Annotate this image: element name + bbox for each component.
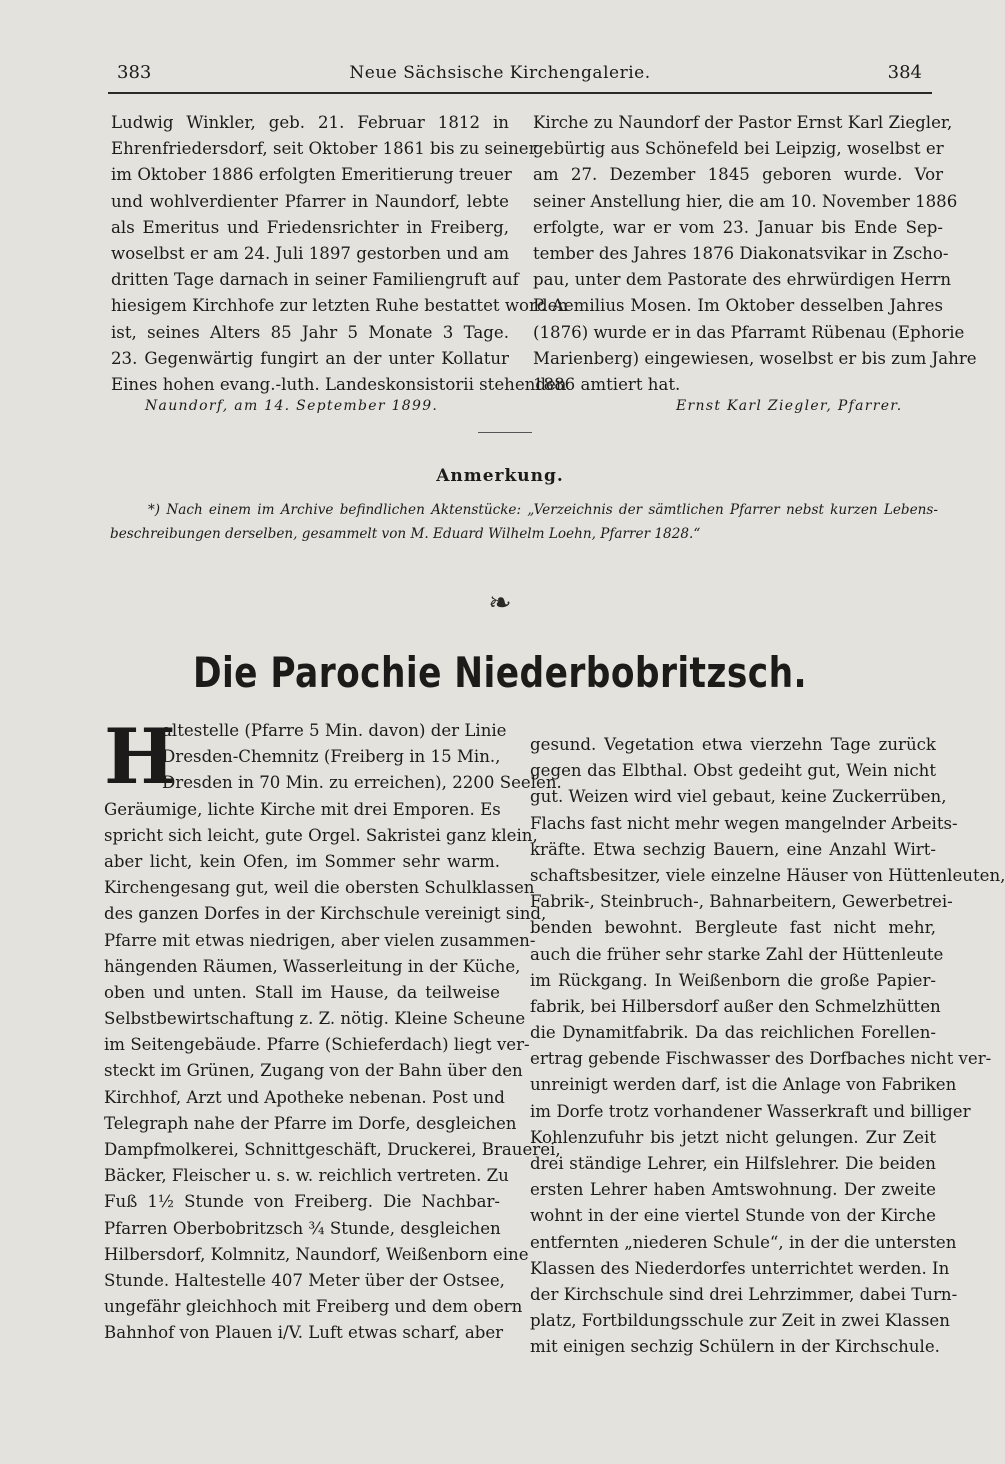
article-line: Bahnhof von Plauen i/V. Luft etwas scharf, aber xyxy=(104,1323,504,1343)
annotation-heading: Anmerkung. xyxy=(436,466,564,486)
article-left-wrapper xyxy=(104,712,562,1358)
top-right-column xyxy=(533,110,977,398)
article-line: kräfte. Etwa sechzig Bauern, eine Anzahl Wirt- xyxy=(530,839,936,859)
article-line: Flachs fast nicht mehr wegen mangelnder Arbeits- xyxy=(530,813,958,833)
article-line: Kohlenzufuhr bis jetzt nicht gelungen. Zur Zeit xyxy=(530,1127,936,1147)
text-line: seiner Anstellung hier, die am 10. November 1886 xyxy=(533,191,958,211)
text-line: pau, unter dem Pastorate des ehrwürdigen Herrn xyxy=(533,270,952,290)
article-line: altestelle (Pfarre 5 Min. davon) der Linie xyxy=(162,721,507,740)
article-line: aber licht, kein Ofen, im Sommer sehr warm. xyxy=(104,851,500,871)
text-line: Ehrenfriedersdorf, seit Oktober 1861 bis zu seiner xyxy=(111,139,537,159)
text-line: gebürtig aus Schönefeld bei Leipzig, woselbst er xyxy=(533,139,944,159)
text-line: 23. Gegenwärtig fungirt an der unter Kollatur xyxy=(111,348,509,368)
article-line: Stunde. Haltestelle 407 Meter über der Ostsee, xyxy=(104,1270,505,1290)
article-line: Selbstbewirtschaftung z. Z. nötig. Kleine Scheune xyxy=(104,1009,526,1029)
text-line: tember des Jahres 1876 Diakonatsvikar in Zscho- xyxy=(533,243,949,263)
article-line: unreinigt werden darf, ist die Anlage von Fabriken xyxy=(530,1075,957,1095)
article-line: Dresden-Chemnitz (Freiberg in 15 Min., xyxy=(162,747,501,767)
article-line: drei ständige Lehrer, ein Hilfslehrer. Die beiden xyxy=(530,1154,936,1173)
article-line: ersten Lehrer haben Amtswohnung. Der zweite xyxy=(530,1180,936,1200)
article-line: der Kirchschule sind drei Lehrzimmer, dabei Turn- xyxy=(530,1284,958,1304)
article-line: schaftsbesitzer, viele einzelne Häuser von Hüttenleuten, xyxy=(530,865,1005,885)
text-line: hiesigem Kirchhofe zur letzten Ruhe bestattet worden xyxy=(111,296,569,316)
section-divider xyxy=(478,432,532,433)
article-line: im Rückgang. In Weißenborn die große Papier- xyxy=(530,970,936,990)
article-line: die Dynamitfabrik. Da das reichlichen Forellen- xyxy=(530,1023,936,1043)
text-line: und wohlverdienter Pfarrer in Naundorf, lebte xyxy=(111,191,509,211)
article-line: benden bewohnt. Bergleute fast nicht mehr, xyxy=(530,918,936,938)
article-line: wohnt in der eine viertel Stunde von der Kirche xyxy=(530,1206,936,1226)
article-line: steckt im Grünen, Zugang von der Bahn über den xyxy=(104,1061,523,1081)
annotation-text xyxy=(110,498,938,546)
signature-right: Ernst Karl Ziegler, Pfarrer. xyxy=(676,398,903,414)
top-left-column xyxy=(111,110,569,398)
article-line: im Dorfe trotz vorhandener Wasserkraft und billiger xyxy=(530,1101,971,1121)
article-line: Bäcker, Fleischer u. s. w. reichlich vertreten. Zu xyxy=(104,1166,509,1186)
article-line: Klassen des Niederdorfes unterrichtet werden. In xyxy=(530,1258,950,1278)
annotation-line: beschreibungen derselben, gesammelt von M. Eduard Wilhelm Loehn, Pfarrer 1828.“ xyxy=(110,526,701,542)
article-line: Hilbersdorf, Kolmnitz, Naundorf, Weißenborn eine xyxy=(104,1244,529,1264)
article-line: Kirchengesang gut, weil die obersten Schulklassen xyxy=(104,878,535,898)
article-line: platz, Fortbildungsschule zur Zeit in zwei Klassen xyxy=(530,1311,950,1331)
article-line: gut. Weizen wird viel gebaut, keine Zuckerrüben, xyxy=(530,787,947,807)
running-title: Neue Sächsische Kirchengalerie. xyxy=(349,63,651,83)
article-line: gesund. Vegetation etwa vierzehn Tage zurück xyxy=(530,735,936,754)
article-line: Pfarre mit etwas niedrigen, aber vielen zusammen- xyxy=(104,930,536,950)
text-line: im Oktober 1886 erfolgten Emeritierung treuer xyxy=(111,165,512,185)
article-line: Dresden in 70 Min. zu erreichen), 2200 Seelen. xyxy=(162,773,562,793)
text-line: ist, seines Alters 85 Jahr 5 Monate 3 Tage. xyxy=(111,322,509,342)
text-line: Eines hohen evang.-luth. Landeskonsistorii stehenden xyxy=(111,374,567,394)
article-line: fabrik, bei Hilbersdorf außer den Schmelzhütten xyxy=(530,996,941,1016)
article-line: Kirchhof, Arzt und Apotheke nebenan. Post und xyxy=(104,1087,505,1107)
text-line: am 27. Dezember 1845 geboren wurde. Vor xyxy=(533,165,943,185)
article-headline: Die Parochie Niederbobritzsch. xyxy=(192,648,808,697)
article-line: im Seitengebäude. Pfarre (Schieferdach) liegt ver- xyxy=(104,1035,530,1055)
text-line: woselbst er am 24. Juli 1897 gestorben und am xyxy=(111,243,510,263)
dropcap: H xyxy=(104,712,176,801)
article-line: entfernten „niederen Schule“, in der die untersten xyxy=(530,1232,957,1252)
article-line: auch die früher sehr starke Zahl der Hüttenleute xyxy=(530,944,944,964)
signature-left: Naundorf, am 14. September 1899. xyxy=(145,398,439,414)
article-line: ungefähr gleichhoch mit Freiberg und dem obern xyxy=(104,1297,523,1317)
article-line: Telegraph nahe der Pfarre im Dorfe, desgleichen xyxy=(104,1113,517,1133)
article-line: des ganzen Dorfes in der Kirchschule vereinigt sind, xyxy=(104,904,547,924)
text-line: P. Aemilius Mosen. Im Oktober desselben Jahres xyxy=(533,296,943,316)
text-line: dritten Tage darnach in seiner Familiengruft auf xyxy=(111,270,519,290)
article-line: spricht sich leicht, gute Orgel. Sakristei ganz klein, xyxy=(104,825,538,845)
text-line: als Emeritus und Friedensrichter in Freiberg, xyxy=(111,217,509,237)
article-line: oben und unten. Stall im Hause, da teilweise xyxy=(104,982,500,1002)
page-number-left: 383 xyxy=(117,62,152,83)
article-right-column xyxy=(530,732,1005,1361)
article-line: Fuß 1½ Stunde von Freiberg. Die Nachbar- xyxy=(104,1192,500,1212)
page-number-right: 384 xyxy=(887,62,922,83)
header-rule xyxy=(108,92,932,94)
article-line: Fabrik-, Steinbruch-, Bahnarbeitern, Gewerbetrei- xyxy=(530,892,953,912)
article-line: Geräumige, lichte Kirche mit drei Emporen. Es xyxy=(104,799,501,819)
text-line: Kirche zu Naundorf der Pastor Ernst Karl Ziegler, xyxy=(533,113,953,132)
article-line: mit einigen sechzig Schülern in der Kirchschule. xyxy=(530,1337,940,1357)
ornament-icon: ❧ xyxy=(488,586,512,619)
text-line: erfolgte, war er vom 23. Januar bis Ende Sep- xyxy=(533,217,943,237)
text-line: Ludwig Winkler, geb. 21. Februar 1812 in xyxy=(111,113,509,132)
article-line: hängenden Räumen, Wasserleitung in der Küche, xyxy=(104,956,521,976)
text-line: 1886 amtiert hat. xyxy=(533,374,681,394)
article-left-column xyxy=(104,712,562,1347)
text-line: Marienberg) eingewiesen, woselbst er bis zum Jahre xyxy=(533,348,977,368)
article-line: gegen das Elbthal. Obst gedeiht gut, Wein nicht xyxy=(530,761,936,781)
article-line: Pfarren Oberbobritzsch ¾ Stunde, desgleichen xyxy=(104,1218,501,1238)
annotation-line: *) Nach einem im Archive befindlichen Aktenstücke: „Verzeichnis der sämtlichen Pfarrer nebst kurzen Lebens- xyxy=(148,502,938,518)
article-line: ertrag gebende Fischwasser des Dorfbaches nicht ver- xyxy=(530,1049,992,1069)
article-line: Dampfmolkerei, Schnittgeschäft, Druckerei, Brauerei, xyxy=(104,1140,561,1159)
text-line: (1876) wurde er in das Pfarramt Rübenau (Ephorie xyxy=(533,322,965,342)
